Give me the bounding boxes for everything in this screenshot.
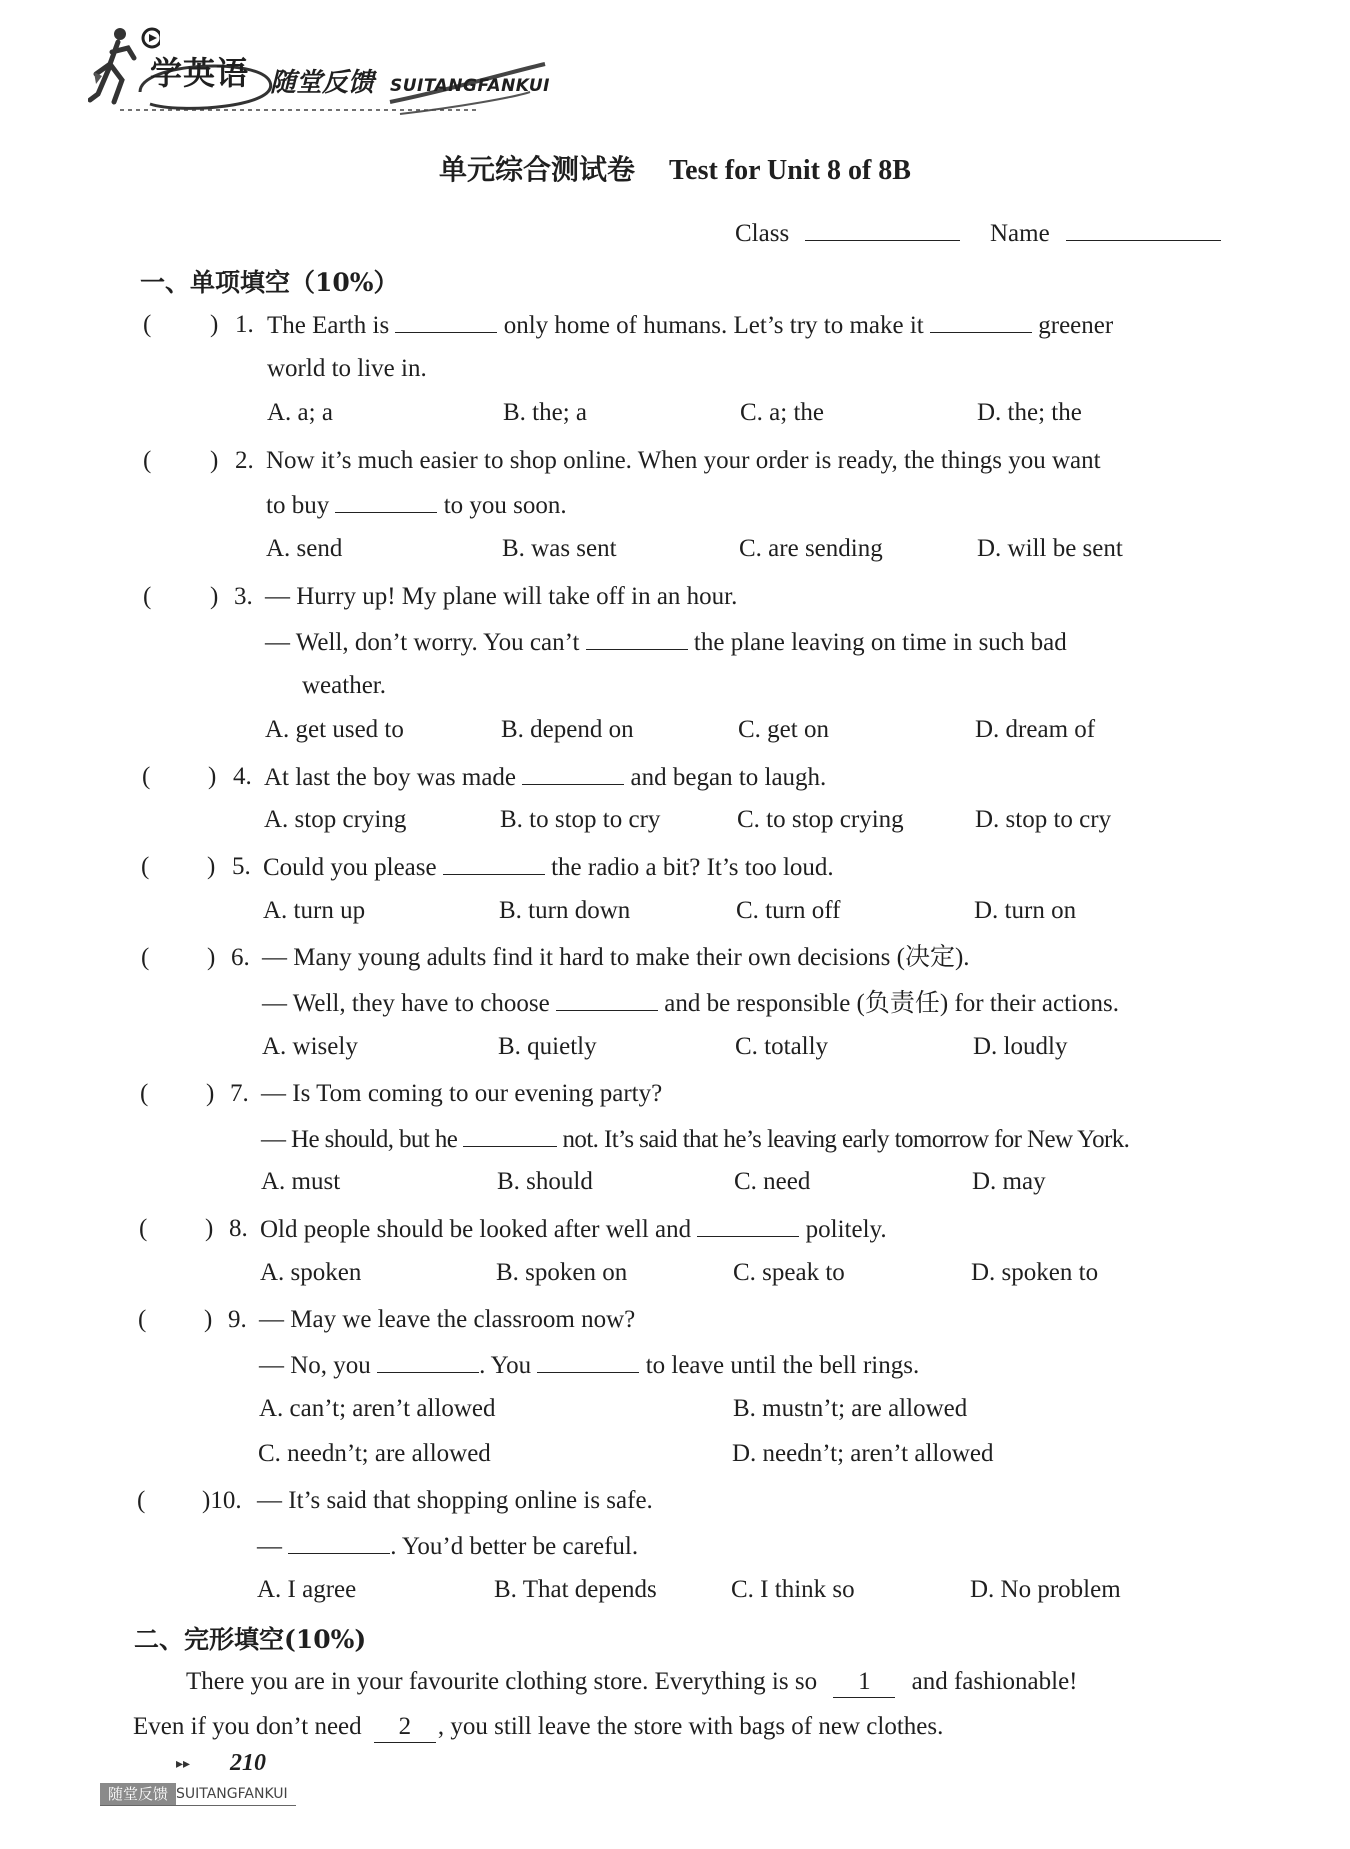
cloze-text-1a: There you are in your favourite clothing store. Everything is so	[186, 1668, 818, 1695]
cloze-line-2	[133, 1712, 943, 1743]
q8-option-d[interactable]: D. spoken to	[971, 1259, 1099, 1286]
cloze-line-1	[186, 1667, 1078, 1698]
q8-paren-close: )	[205, 1215, 214, 1242]
q8-option-c[interactable]: C. speak to	[733, 1259, 845, 1286]
q8-number: 8.	[229, 1215, 248, 1242]
footer-latin: SUITANGFANKUI	[176, 1786, 288, 1802]
q4-option-b[interactable]: B. to stop to cry	[500, 806, 661, 833]
q3-blank[interactable]	[586, 627, 688, 650]
cloze-text-2b: , you still leave the store with bags of new clothes.	[437, 1713, 944, 1740]
q2-paren-open: (	[143, 447, 152, 474]
q2-blank[interactable]	[335, 490, 437, 513]
q6-option-a[interactable]: A. wisely	[262, 1033, 358, 1060]
q8-option-b[interactable]: B. spoken on	[496, 1259, 628, 1286]
class-field	[735, 218, 960, 248]
q9-text-c: . You	[479, 1352, 532, 1379]
q1-text-d: world to live in.	[267, 355, 427, 382]
q1-option-b[interactable]: B. the; a	[503, 399, 588, 426]
q5-number: 5.	[232, 853, 251, 880]
q10-text-c: . You’d better be careful.	[390, 1533, 639, 1560]
q7-blank[interactable]	[463, 1124, 557, 1147]
q2-option-b[interactable]: B. was sent	[502, 535, 617, 562]
q9-paren-open: (	[138, 1306, 147, 1333]
q8-text-b: politely.	[805, 1216, 887, 1243]
q1-paren-open: (	[143, 311, 152, 338]
q4-paren-open: (	[142, 763, 151, 790]
q8-stem	[260, 1214, 887, 1245]
name-field	[990, 218, 1221, 248]
header-logo-subtitle: 随堂反馈	[270, 68, 375, 98]
q3-paren-open: (	[143, 583, 152, 610]
q10-option-d[interactable]: D. No problem	[970, 1576, 1121, 1603]
q9-option-d[interactable]: D. needn’t; aren’t allowed	[732, 1440, 994, 1467]
q4-stem	[264, 762, 826, 793]
q5-option-d[interactable]: D. turn on	[974, 897, 1077, 924]
q7-text-b: — He should, but he	[261, 1126, 458, 1153]
q10-option-a[interactable]: A. I agree	[257, 1576, 357, 1603]
page-number: 210	[230, 1750, 266, 1776]
q1-stem	[267, 310, 1113, 341]
q8-option-a[interactable]: A. spoken	[260, 1259, 362, 1286]
q4-option-a[interactable]: A. stop crying	[264, 806, 407, 833]
q3-option-c[interactable]: C. get on	[738, 716, 829, 743]
q1-paren-close: )	[210, 311, 219, 338]
header-logo-latin: SUITANGFANKUI	[390, 76, 550, 96]
q8-blank[interactable]	[697, 1214, 799, 1237]
q8-paren-open: (	[139, 1215, 148, 1242]
footer-divider	[100, 1805, 296, 1806]
q6-text-b: — Well, they have to choose	[262, 990, 550, 1017]
q3-paren-close: )	[210, 583, 219, 610]
q1-text-b: only home of humans. Let’s try to make it	[503, 312, 924, 339]
q10-blank[interactable]	[288, 1531, 390, 1554]
q3-text-d: weather.	[302, 672, 386, 699]
q9-text-b: — No, you	[259, 1352, 371, 1379]
cloze-blank-2[interactable]: 2	[374, 1712, 436, 1743]
q3-option-b[interactable]: B. depend on	[501, 716, 634, 743]
name-label: Name	[990, 220, 1050, 247]
q7-paren-close: )	[206, 1080, 215, 1107]
q9-paren-close: )	[204, 1306, 213, 1333]
q10-number: )10.	[202, 1487, 242, 1514]
q7-option-b[interactable]: B. should	[497, 1168, 593, 1195]
q9-option-a[interactable]: A. can’t; aren’t allowed	[259, 1395, 496, 1422]
header-logo-text: 学英语	[150, 54, 250, 92]
q10-option-b[interactable]: B. That depends	[494, 1576, 657, 1603]
q2-paren-close: )	[210, 447, 219, 474]
q3-text-a: — Hurry up! My plane will take off in an hour.	[265, 583, 738, 610]
page-title	[0, 148, 1350, 188]
q5-paren-close: )	[207, 853, 216, 880]
q2-option-d[interactable]: D. will be sent	[977, 535, 1123, 562]
q4-paren-close: )	[208, 763, 217, 790]
q2-text-b: to buy	[266, 492, 330, 519]
q3-option-d[interactable]: D. dream of	[975, 716, 1096, 743]
q10-paren-open: (	[137, 1487, 146, 1514]
q10-text-a: — It’s said that shopping online is safe.	[257, 1487, 653, 1514]
q7-option-c[interactable]: C. need	[734, 1168, 811, 1195]
q3-option-a[interactable]: A. get used to	[265, 716, 404, 743]
q9-text-a: — May we leave the classroom now?	[259, 1306, 636, 1333]
footer-badge: 随堂反馈	[100, 1783, 176, 1805]
class-label: Class	[735, 220, 790, 247]
q7-option-d[interactable]: D. may	[972, 1168, 1046, 1195]
q6-paren-close: )	[207, 944, 216, 971]
q1-number: 1.	[235, 311, 254, 338]
q6-option-c[interactable]: C. totally	[735, 1033, 829, 1060]
q3-stem-line2	[265, 627, 1067, 658]
cloze-text-2a: Even if you don’t need	[133, 1713, 362, 1740]
q9-stem-line2	[259, 1350, 919, 1381]
q7-option-a[interactable]: A. must	[261, 1168, 341, 1195]
q5-text-b: the radio a bit? It’s too loud.	[551, 854, 834, 881]
q4-text-a: At last the boy was made	[264, 764, 517, 791]
q9-option-b[interactable]: B. mustn’t; are allowed	[733, 1395, 968, 1422]
q9-number: 9.	[228, 1306, 247, 1333]
q10-text-b: —	[257, 1533, 282, 1560]
q2-option-c[interactable]: C. are sending	[739, 535, 883, 562]
cloze-blank-1[interactable]: 1	[833, 1667, 895, 1698]
q10-stem-line2	[257, 1531, 638, 1562]
cloze-text-1b: and fashionable!	[911, 1668, 1078, 1695]
q1-blank-1[interactable]	[395, 310, 497, 333]
q2-number: 2.	[235, 447, 254, 474]
q5-option-a[interactable]: A. turn up	[263, 897, 366, 924]
class-blank[interactable]	[805, 218, 960, 241]
q3-text-b: — Well, don’t worry. You can’t	[265, 629, 580, 656]
name-blank[interactable]	[1066, 218, 1221, 241]
q6-paren-open: (	[141, 944, 150, 971]
page-title-en: Test for Unit 8 of 8B	[669, 155, 911, 186]
section1-title: 一、单项填空（10%）	[140, 268, 399, 297]
q4-number: 4.	[233, 763, 252, 790]
section2-title: 二、完形填空(10%)	[134, 1625, 367, 1654]
q6-number: 6.	[231, 944, 250, 971]
q2-text-a: Now it’s much easier to shop online. When your order is ready, the things you want	[266, 447, 1101, 474]
q6-option-b[interactable]: B. quietly	[498, 1033, 597, 1060]
q7-number: 7.	[230, 1080, 249, 1107]
q1-option-a[interactable]: A. a; a	[267, 399, 333, 426]
q4-option-c[interactable]: C. to stop crying	[737, 806, 904, 833]
q4-blank[interactable]	[522, 762, 624, 785]
q7-text-a: — Is Tom coming to our evening party?	[261, 1080, 663, 1107]
q7-stem-line2	[261, 1124, 1129, 1155]
q6-text-a: — Many young adults find it hard to make their own decisions (决定).	[262, 944, 970, 971]
q3-number: 3.	[234, 583, 253, 610]
q8-text-a: Old people should be looked after well and	[260, 1216, 692, 1243]
q7-paren-open: (	[140, 1080, 149, 1107]
q9-option-c[interactable]: C. needn’t; are allowed	[258, 1440, 491, 1467]
page-arrow-icon: ▸▸	[176, 1757, 191, 1772]
q5-paren-open: (	[141, 853, 150, 880]
q5-stem	[263, 852, 834, 883]
q6-option-d[interactable]: D. loudly	[973, 1033, 1068, 1060]
q2-option-a[interactable]: A. send	[266, 535, 343, 562]
q1-option-d[interactable]: D. the; the	[977, 399, 1082, 426]
q1-text-c: greener	[1038, 312, 1114, 339]
q6-blank[interactable]	[556, 988, 658, 1011]
q5-blank[interactable]	[443, 852, 545, 875]
q4-option-d[interactable]: D. stop to cry	[975, 806, 1112, 833]
q5-option-c[interactable]: C. turn off	[736, 897, 841, 924]
page-title-cn: 单元综合测试卷	[439, 153, 636, 186]
q10-option-c[interactable]: C. I think so	[731, 1576, 855, 1603]
q7-text-c: not. It’s said that he’s leaving early tomorrow for New York.	[562, 1126, 1130, 1153]
q2-stem-line2	[266, 490, 567, 521]
q1-blank-2[interactable]	[930, 310, 1032, 333]
q2-text-c: to you soon.	[443, 492, 567, 519]
q9-text-d: to leave until the bell rings.	[645, 1352, 920, 1379]
q5-option-b[interactable]: B. turn down	[499, 897, 631, 924]
q3-text-c: the plane leaving on time in such bad	[693, 629, 1067, 656]
q9-blank-1[interactable]	[377, 1350, 479, 1373]
q5-text-a: Could you please	[263, 854, 437, 881]
q1-text-a: The Earth is	[267, 312, 390, 339]
q6-text-c: and be responsible (负责任) for their actions.	[664, 990, 1119, 1017]
q6-stem-line2	[262, 988, 1119, 1019]
q1-option-c[interactable]: C. a; the	[740, 399, 825, 426]
q9-blank-2[interactable]	[537, 1350, 639, 1373]
q4-text-b: and began to laugh.	[630, 764, 827, 791]
